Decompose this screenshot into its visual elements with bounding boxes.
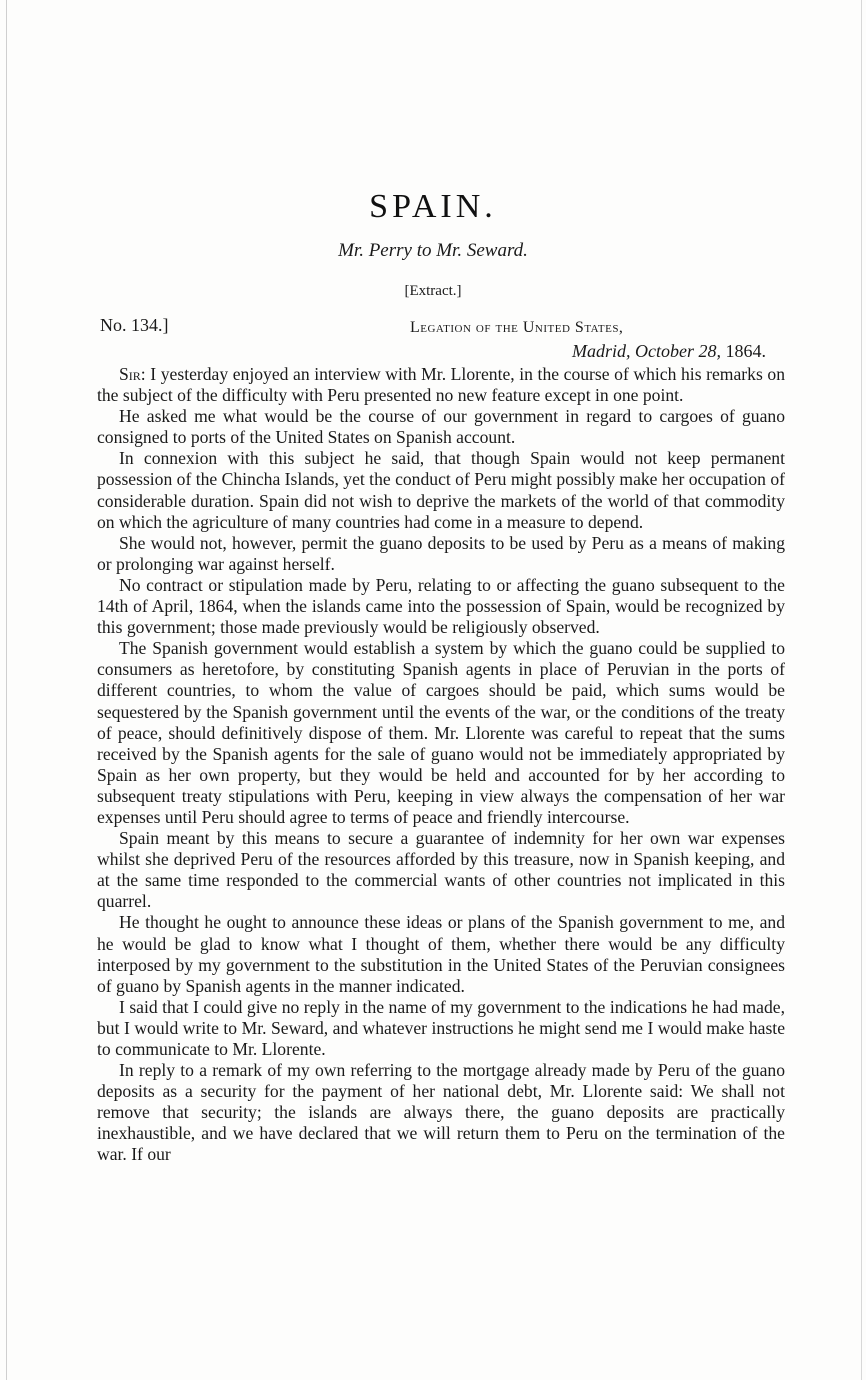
letter-subtitle: Mr. Perry to Mr. Seward. bbox=[338, 240, 528, 261]
paragraph: She would not, however, permit the guano deposits to be used by Peru as a means of making or prolonging war against herself. bbox=[97, 532, 785, 574]
paragraph: The Spanish government would establish a system by which the guano could be supplied to consumers as heretofore, by constituting Spanish agents in place of Peruvian in the ports of different countries, to whom the value of cargoes should be paid, which sums would be sequestered by the Spanish government until the events of the war, or the conditions of the treaty of peace, should definitively dispose of them. Mr. Llorente was careful to repeat that the sums received by the Spanish agents for the sale of guano would not be immediately appropriated by Spain as her own property, but they would be held and accounted for by her according to subsequent treaty stipulations with Peru, keeping in view always the compensation of her war expenses until Peru should agree to terms of peace and friendly intercourse. bbox=[97, 638, 785, 827]
extract-note: [Extract.] bbox=[404, 283, 462, 299]
dispatch-number: No. 134.] bbox=[100, 315, 169, 335]
letter-body bbox=[97, 364, 785, 1166]
paragraph bbox=[97, 364, 785, 406]
salutation: Sir: bbox=[119, 364, 146, 384]
place-date bbox=[572, 341, 766, 362]
paragraph: I said that I could give no reply in the name of my government to the indications he had made, but I would write to Mr. Seward, and whatever instructions he might send me I would make haste to communicate to Mr. Llorente. bbox=[97, 996, 785, 1059]
paragraph: He asked me what would be the course of our government in regard to cargoes of guano consigned to ports of the United States on Spanish account. bbox=[97, 406, 785, 448]
paragraph: In reply to a remark of my own referring to the mortgage already made by Peru of the guano deposits as a security for the payment of her national debt, Mr. Llorente said: We shall not remove that security; the islands are always there, the guano deposits are practically inexhaustible, and we have declared that we will return them to Peru on the termination of the war. If our bbox=[97, 1060, 785, 1165]
place-date-text: Madrid, October 28, bbox=[572, 341, 721, 361]
legation-heading: Legation of the United States, bbox=[410, 319, 624, 336]
paragraph: In connexion with this subject he said, that though Spain would not keep permanent possession of the Chincha Islands, yet the conduct of Peru might possibly make her occupation of considerable duration. Spain did not wish to deprive the markets of the world of that commodity on which the agriculture of many countries had come in a measure to depend. bbox=[97, 448, 785, 532]
place-date-year: 1864. bbox=[725, 341, 766, 361]
paragraph-text: I yesterday enjoyed an interview with Mr. Llorente, in the course of which his remarks on the subject of the difficulty with Peru presented no new feature except in one point. bbox=[97, 364, 785, 406]
paragraph: He thought he ought to announce these ideas or plans of the Spanish government to me, and he would be glad to know what I thought of them, whether there would be any difficulty interposed by my government to the substitution in the United States of the Peruvian consignees of guano by Spanish agents in the manner indicated. bbox=[97, 912, 785, 996]
paragraph: No contract or stipulation made by Peru, relating to or affecting the guano subsequent to the 14th of April, 1864, when the islands came into the possession of Spain, would be recognized by this government; those made previously would be religiously observed. bbox=[97, 574, 785, 638]
page-title: SPAIN. bbox=[369, 188, 497, 225]
paragraph: Spain meant by this means to secure a guarantee of indemnity for her own war expenses whilst she deprived Peru of the resources afforded by this treasure, now in Spanish keeping, and at the same time responded to the commercial wants of other countries not implicated in this quarrel. bbox=[97, 828, 785, 912]
